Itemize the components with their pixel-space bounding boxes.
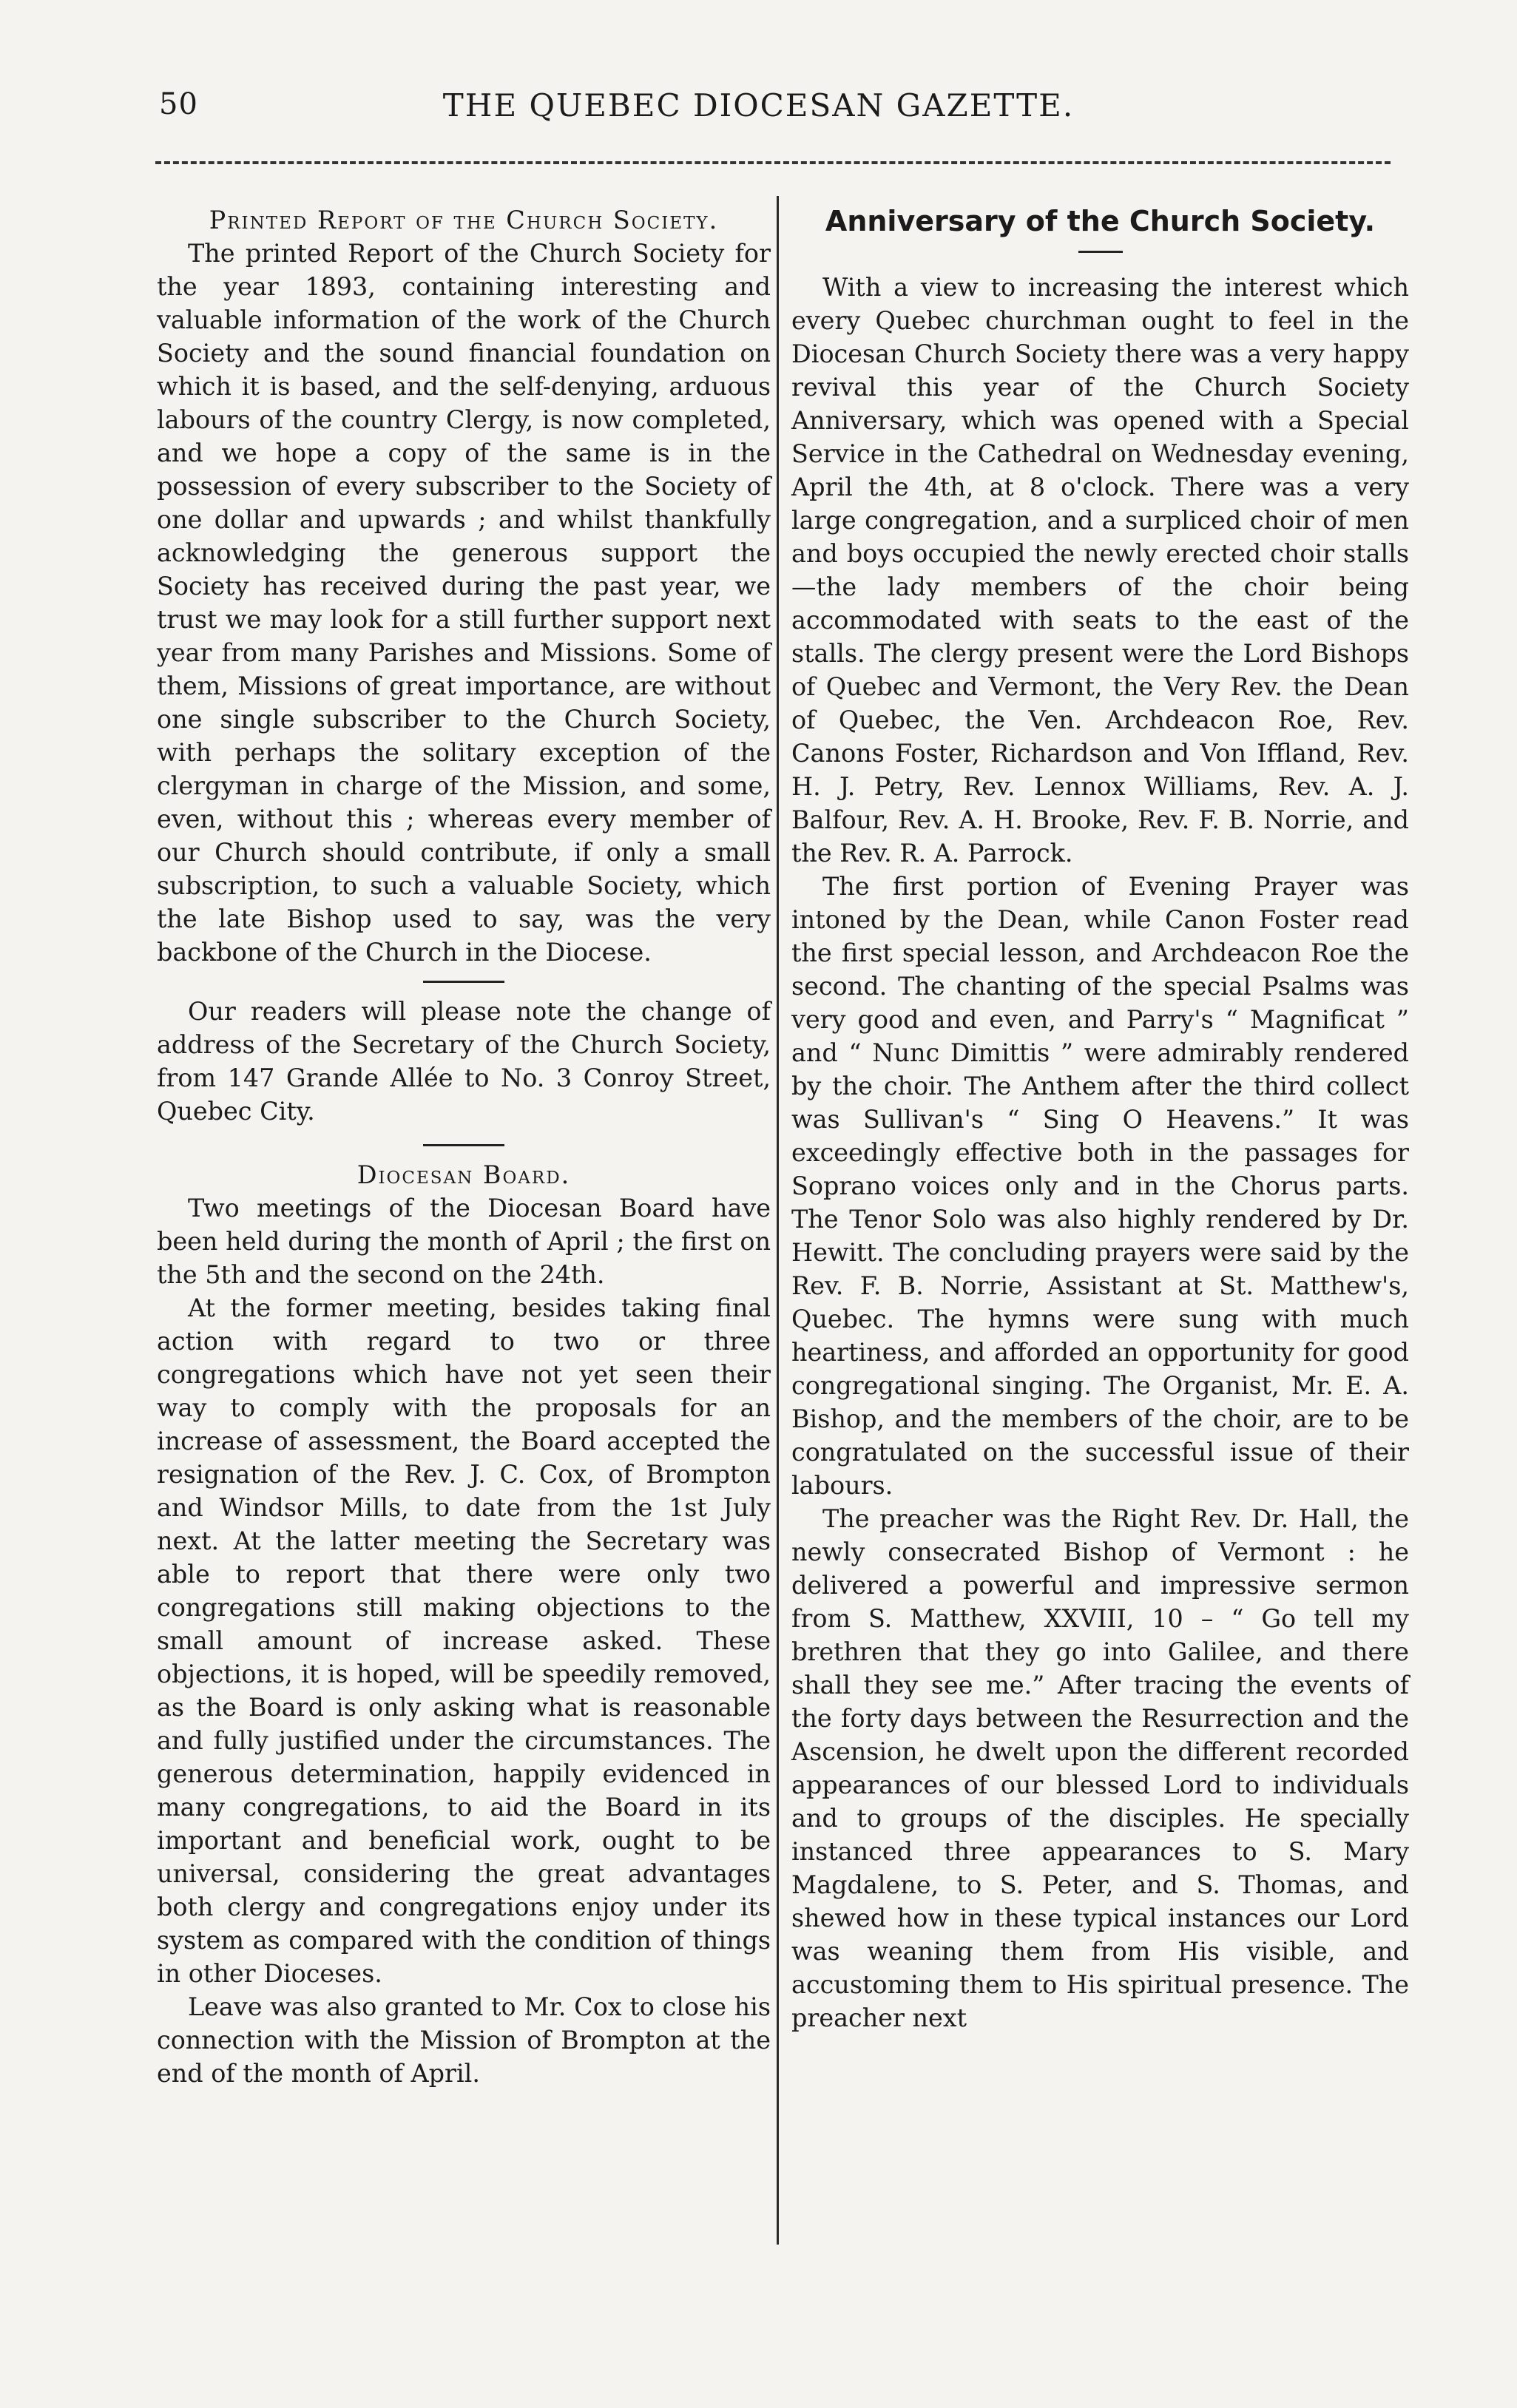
heading-dash — [1078, 251, 1123, 253]
board-paragraph-3: Leave was also granted to Mr. Cox to close his connection with the Mission of Brompton at the end of the month of April. — [157, 1992, 771, 2088]
column-divider — [777, 196, 779, 2245]
right-column — [791, 203, 1409, 2035]
anniversary-heading: Anniversary of the Church Society. — [825, 205, 1376, 237]
anniversary-paragraph-1: With a view to increasing the interest which every Quebec churchman ought to feel in the Diocesan Church Society there was a very happy revival this year of the Church Society Anniversary, which was opened with a Special Service in the Cathedral on Wednesday evening, April the 4th, at 8 o'clock. There was a very large congregation, and a surpliced choir of men and boys occupied the newly erected choir stalls—the lady members of the choir being accommodated with seats to the east of the stalls. The clergy present were the Lord Bishops of Quebec and Vermont, the Very Rev. the Dean of Quebec, the Ven. Archdeacon Roe, Rev. Canons Foster, Richardson and Von Iffland, Rev. H. J. Petry, Rev. Lennox Williams, Rev. A. J. Balfour, Rev. A. H. Brooke, Rev. F. B. Norrie, and the Rev. R. A. Parrock. — [791, 273, 1409, 868]
board-paragraph-2: At the former meeting, besides taking final action with regard to two or three congregations which have not yet seen their way to comply with the proposals for an increase of assessment, the Board accepted the resignation of the Rev. J. C. Cox, of Brompton and Windsor Mills, to date from the 1st July next. At the latter meeting the Secretary was able to report that there were only two congregations still making objections to the small amount of increase asked. These objections, it is hoped, will be speedily removed, as the Board is only asking what is reasonable and fully justified under the circumstances. The generous determination, happily evidenced in many congregations, to aid the Board in its important and beneficial work, ought to be universal, considering the great advantages both clergy and congregations enjoy under its system as compared with the condition of things in other Dioceses. — [157, 1293, 771, 1988]
anniversary-paragraph-3: The preacher was the Right Rev. Dr. Hall, the newly consecrated Bishop of Vermont : he delivered a powerful and impressive sermon from S. Matthew, XXVIII, 10 – “ Go tell my brethren that they go into Galilee, and there shall they see me.” After tracing the events of the forty days between the Resurrection and the Ascension, he dwelt upon the different recorded appearances of our blessed Lord to individuals and to groups of the disciples. He specially instanced three appearances to S. Mary Magdalene, to S. Peter, and S. Thomas, and shewed how in these typical instances our Lord was weaning them from His visible, and accustoming them to His spiritual presence. The preacher next — [791, 1504, 1409, 2032]
running-head: THE QUEBEC DIOCESAN GAZETTE. — [442, 87, 1075, 124]
page-header — [0, 87, 1517, 146]
section-separator — [423, 1144, 504, 1146]
address-note: Our readers will please note the change of address of the Secretary of the Church Society, from 147 Grande Allée to No. 3 Conroy Street, Quebec City. — [157, 997, 771, 1126]
header-rule — [155, 161, 1391, 164]
section-separator — [423, 981, 504, 983]
board-heading: Diocesan Board. — [357, 1160, 571, 1189]
report-heading: Printed Report of the Church Society. — [209, 206, 719, 234]
left-column — [157, 203, 771, 2090]
page-number: 50 — [159, 87, 198, 121]
board-paragraph-1: Two meetings of the Diocesan Board have been held during the month of April ; the first on the 5th and the second on the 24th. — [157, 1194, 771, 1289]
report-paragraph: The printed Report of the Church Society for the year 1893, containing interesting and valuable information of the work of the Church Society and the sound financial foundation on which it is based, and the self-denying, arduous labours of the country Clergy, is now completed, and we hope a copy of the same is in the possession of every subscriber to the Society of one dollar and upwards ; and whilst thankfully acknowledging the generous support the Society has received during the past year, we trust we may look for a still further support next year from many Parishes and Missions. Some of them, Missions of great importance, are without one single subscriber to the Church Society, with perhaps the solitary exception of the clergyman in charge of the Mission, and some, even, without this ; whereas every member of our Church should contribute, if only a small subscription, to such a valuable Society, which the late Bishop used to say, was the very backbone of the Church in the Diocese. — [157, 239, 771, 967]
anniversary-paragraph-2: The first portion of Evening Prayer was intoned by the Dean, while Canon Foster read the first special lesson, and Archdeacon Roe the second. The chanting of the special Psalms was very good and even, and Parry's “ Magnificat ” and “ Nunc Dimittis ” were admirably rendered by the choir. The Anthem after the third collect was Sullivan's “ Sing O Heavens.” It was exceedingly effective both in the passages for Soprano voices only and in the Chorus parts. The Tenor Solo was also highly rendered by Dr. Hewitt. The concluding prayers were said by the Rev. F. B. Norrie, Assistant at St. Matthew's, Quebec. The hymns were sung with much heartiness, and afforded an opportunity for good congregational singing. The Organist, Mr. E. A. Bishop, and the members of the choir, are to be congratulated on the successful issue of their labours. — [791, 872, 1409, 1500]
